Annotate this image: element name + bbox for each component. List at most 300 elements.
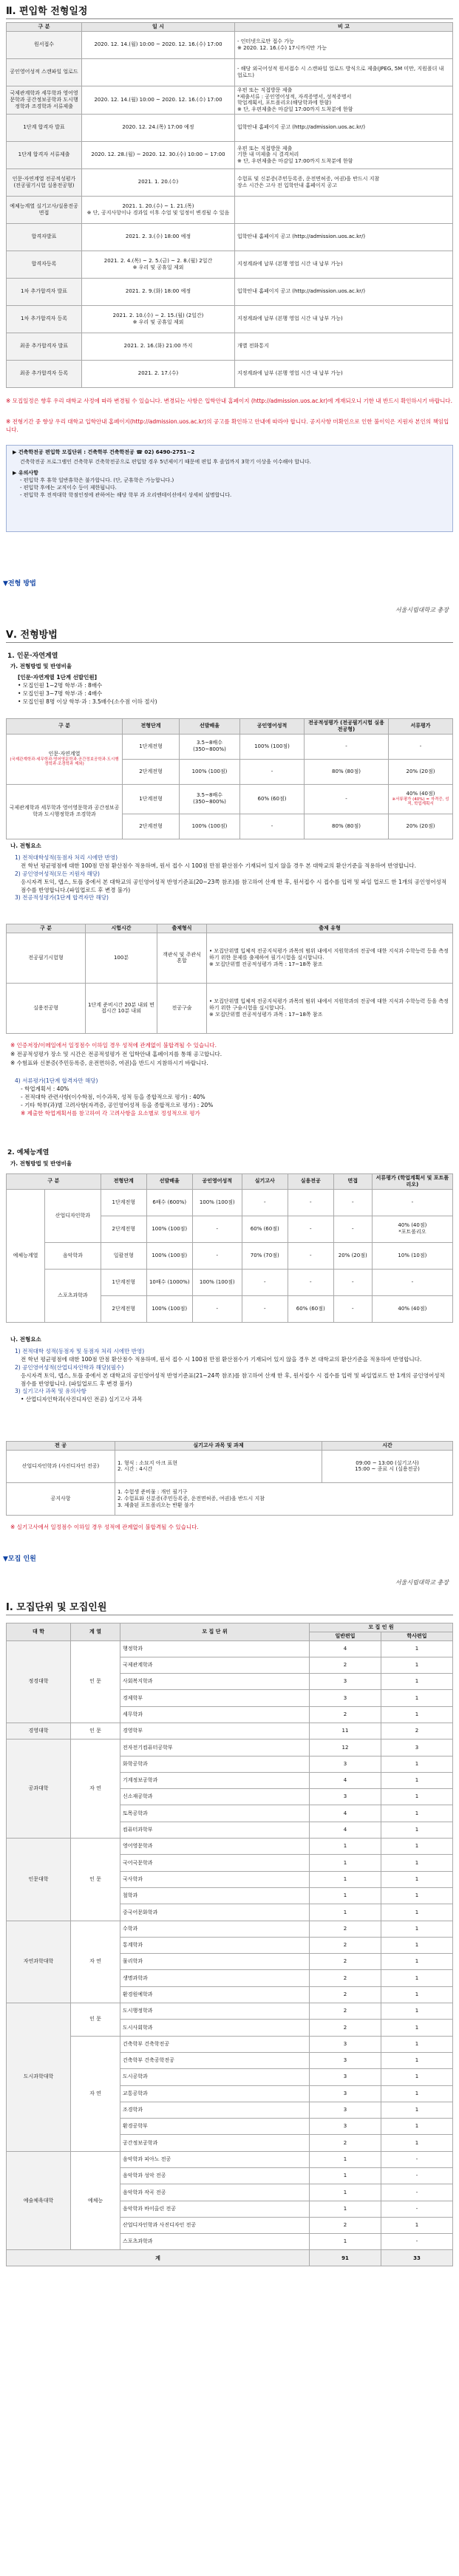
schedule-cell: 입학안내 홈페이지 공고 (http://admission.uos.ac.kr/) [235,223,453,251]
t2-note-1: ※ 인증저장/이메일에서 일정점수 이하일 경우 성적에 관계없이 불합격될 수 있습니다. [10,1042,217,1049]
t3-cell: 100% (100점) [192,1269,242,1295]
t3-cell: 20% (20점) [333,1242,372,1269]
schedule-cell: 우편 또는 직접방문 제출 *제출서류 : 공인영어성적, 자격증명서, 성적증명서 학업계획서, 포트폴리오(해당학과에 한함) ※ 단, 우편제출은 마감일 17:00까지 도착분에 한함 [235,86,453,114]
schedule-header-category: 구 분 [7,23,82,32]
arts-elements-text: 1) 전적대학 성적(동점자 및 동점자 처리 시에만 반영) 전 학년 평균평점에 대한 100점 만점 환산점수 적용하며, 원서 접수 시 100점 만점 환산점수가 기재되어 있지 않을 경우 본 대학교의 환산기준을 적용하여 반영합니다. 2) 공인영어성적(산업디자인학과 해당)(필수) 응시자격 토익, 텝스, 토플 중에서 본 대학교의 공인영어성적 반영기준표(21~24쪽 참조)를 참고하여 산재 한 후, 원서접수 시 접수를 입력 및 파일업로드 한 1개의 공인영어성적 점수를 반영합니다. (파일업로드 후 변경 불가) 3) 실기고사 과목 및 유의사항 • 산업디자인학과(사진디자인 전공) 실기고사 과목 [15,1348,445,1403]
schedule-cell: 2020. 12. 24.(목) 17:00 예정 [82,114,235,141]
quota-cell: 1 [381,1706,453,1723]
quota-cell: 사회복지학과 [120,1674,310,1690]
schedule-note-1: ※ 모집일정은 향후 우리 대학교 사정에 따라 변경될 수 있습니다. 변경되는 사항은 입학안내 홈페이지 (http://admission.uos.ac.kr)에 게재되오니 기한 내 반드시 확인하시기 바랍니다. [6,398,453,404]
schedule-row [7,168,453,196]
t3-cell: 1단계전형 [101,1189,146,1216]
quota-cell: 1 [381,1789,453,1805]
quota-cell: 토목공학과 [120,1805,310,1822]
quota-cell: 2 [310,1921,381,1937]
quota-cell: 국어국문학과 [120,1855,310,1871]
t2-cell: • 모집단위별 입체적 전공지식평가 과목의 범위 내에서 지원학과의 전공에 대한 지식과 수학능력 등을 측정하기 위한 문제를 출제하여 필기시험을 실시합니다. ※ 모집단위별 전공적성평가 과목 : 17~18쪽 참조 [207,933,453,983]
quota-cell: 건축학부 건축공학전공 [120,2052,310,2068]
schedule-cell: 2020. 12. 28.(월) ~ 2020. 12. 30.(수) 10:00 ~ 17:00 [82,141,235,168]
notice-line-arch: ▶ 건축학전공 편입학 모집단위 : 건축학부 건축학전공 ☎ 02) 6490-2751~2 [13,449,195,455]
schedule-cell: 2020. 12. 14.(월) 10:00 ~ 2020. 12. 16.(수) 17:00 [82,31,235,58]
quota-cell: 3 [310,1756,381,1772]
quota-cell: 1 [381,2119,453,2135]
t1-cell: - [240,814,305,839]
t3-cell: 60% (60점) [242,1216,288,1242]
t3-cell: - [288,1216,333,1242]
quota-header-quota: 모 집 인 원 [310,1623,453,1632]
quota-header-college: 대 학 [7,1623,71,1641]
schedule-cell: 국제관계학과 세무학과 영어영문학과 공간정보공학과 도시행정학과 조경학과 서류제출 [7,86,82,114]
quota-college: 자연과학대학 [7,1921,71,2003]
quota-cell: 기계정보공학과 [120,1772,310,1788]
t3-cell: - [192,1295,242,1322]
schedule-row [7,86,453,114]
bullet-title: [인문·자연계열 1단계 선발인원] [18,674,98,681]
quota-cell: 통계학과 [120,1937,310,1953]
quota-cell: 1 [381,1772,453,1788]
quota-cell: 4 [310,1640,381,1657]
quota-college: 경영대학 [7,1723,71,1739]
quota-cell: 4 [310,1805,381,1822]
schedule-cell: 우편 또는 직접방문 제출 기한 내 미제출 시 결격처리 ※ 단, 우편제출은 마감일 17:00까지 도착분에 한함 [235,141,453,168]
t3-cell: - [192,1242,242,1269]
quota-row [7,2036,453,2052]
quota-cell: 1 [381,1986,453,2003]
t2-header: 시험시간 [86,924,157,933]
quota-cell: 음악학과 피아노 전공 [120,2151,310,2167]
quota-cell: 1 [310,1887,381,1904]
quota-cell: 3 [310,2085,381,2102]
t1-cell: - [389,734,453,759]
schedule-row [7,278,453,305]
quota-cell: 3 [310,2069,381,2085]
t2-cell: • 모집단위별 입체적 전공지식평가 과목의 범위 내에서 지원학과의 전공에 대한 지식과 수학능력 등을 측정하기 위한 구술시험을 실시합니다. ※ 모집단위별 전공적성평가 과목 : 17~18쪽 참조 [207,983,453,1033]
quota-cell: 환경원예학과 [120,1986,310,2003]
quota-header-unit: 모 집 단 위 [120,1623,310,1641]
schedule-cell: 2021. 2. 4.(목) ~ 2. 5.(금) ~ 2. 8.(월) 2일간 ※ 우리 및 공휴일 제외 [82,251,235,278]
nav-link-quota[interactable]: ▼모집 인원 [3,1556,36,1563]
t1-cell: 80% (80점) [305,814,389,839]
schedule-cell: 1단계 합격자 서류제출 [7,141,82,168]
elements-text-1: 1) 전적대학성적(동점자 처리 시에만 반영) 전 학년 평균평점에 대한 100점 만점 환산점수 적용하며, 원서 접수 시 100점 만점 환산점수 기재되어 있지 않을 경우 본 대학교의 환산기준을 적용하여 반영합니다. 2) 공인영어성적(모든 지원자 해당) 응시자격 토익, 텝스, 토플 중에서 본 대학교의 공인영어성적 반영기준표(20~23쪽 참조)를 참고하여 산재 한 후, 원서접수 시 접수를 입력 및 파일 업로드 한 1개의 공인영어성적 점수를 반영합니다.(파일업로드 후 변경 불가) 3) 전공적성평가(1단계 합격자만 해당) [15,854,447,902]
schedule-cell: 합격자발표 [7,223,82,251]
quota-cell: 1 [381,2217,453,2233]
schedule-note-2: ※ 전형기간 중 향상 우리 대학교 입학안내 홈페이지(http://admission.uos.ac.kr)의 공고를 확인하고 안내에 따라야 합니다. 공지사항 미확인으로 인한 불이익은 지원자 본인의 책임입니다. [6,418,449,433]
t1-header-documents: 서류평가 [389,719,453,735]
quota-cell: 국제관계학과 [120,1657,310,1673]
t4-header: 실기고사 과목 및 과제 [115,1442,322,1451]
bullet-3: • 모집인원 8명 이상 학부·과 : 3.5배수(소수점 이하 절사) [18,698,157,705]
t1-header-rate: 선발배율 [180,719,240,735]
t3-cell: 2단계전형 [101,1295,146,1322]
notice-box [6,445,453,532]
t1-cell: 100% (100점) [240,734,305,759]
t3-row [7,1189,453,1216]
quota-cell: - [381,2184,453,2201]
quota-cell: 음악학과 바이올린 전공 [120,2201,310,2217]
t1-cell: 3.5~8배수 (350~800%) [180,784,240,814]
schedule-cell: 2021. 2. 16.(화) 21:00 까지 [82,333,235,360]
notice-line-3: - 편입학 후 전적대학 학점인정에 관하여는 해당 학부 과 오리엔테이션에서 상세히 설명합니다. [20,492,232,498]
quota-track: 예체능 [71,2151,120,2250]
nav-link-selection-method[interactable]: ▼전형 방법 [3,580,36,587]
quota-cell: 1 [381,1871,453,1887]
t3-cell: 40% (40점) [372,1295,452,1322]
quota-cell: 1 [381,1674,453,1690]
quota-cell: 2 [310,2020,381,2036]
quota-track: 자 연 [71,2036,120,2151]
quota-cell: 음악학과 작곡 전공 [120,2184,310,2201]
quota-college: 예술체육대학 [7,2151,71,2250]
quota-cell: 1 [381,2069,453,2085]
quota-cell: 철학과 [120,1887,310,1904]
t2-cell: 객관식 및 주관식 혼합 [157,933,207,983]
quota-cell: 2 [310,1706,381,1723]
t1-header-english: 공인영어성적 [240,719,305,735]
quota-cell: 3 [381,1740,453,1756]
notice-line-caution: ▶ 유의사항 [13,470,38,476]
quota-cell: 4 [310,1772,381,1788]
quota-cell: 수학과 [120,1921,310,1937]
t3-group: 예체능계열 [7,1189,45,1322]
practical-exam-table [6,1441,453,1516]
t3-cell: - [288,1242,333,1269]
quota-cell: 1 [381,2003,453,2020]
schedule-cell: 지정계좌에 납부 (본행 영업 시간 내 납부 가능) [235,360,453,387]
schedule-cell: 2021. 1. 20.(수) [82,168,235,196]
schedule-cell: 합격자등록 [7,251,82,278]
t3-cell: - [372,1269,452,1295]
selection-bullets [18,674,458,706]
t3-cell: - [288,1269,333,1295]
schedule-cell: 최종 추가합격자 발표 [7,333,82,360]
quota-table [6,1623,453,2266]
sub-heading-arts-ratio: 가. 전형방법 및 반영비율 [10,1160,72,1167]
schedule-header-date: 일 시 [82,23,235,32]
t4-cell: 1. 형식 : 소묘지 아크 표현 2. 시간 : 4시간 [115,1450,322,1482]
t3-header: 면접 [333,1174,372,1190]
section-method-title: Ⅴ. 전형방법 [6,627,453,643]
quota-cell: 건축학부 건축학전공 [120,2036,310,2052]
schedule-cell: 입학안내 홈페이지 공고 (http://admission.uos.ac.kr/) [235,114,453,141]
quota-cell: 2 [310,2003,381,2020]
quota-track: 인 문 [71,1723,120,1739]
quota-cell: 1 [381,2102,453,2118]
t1-cell: 20% (20점) [389,814,453,839]
quota-row [7,1740,453,1756]
schedule-cell: 예체능계열 실기고사/실용전공면접 [7,196,82,223]
quota-cell: 스포츠과학과 [120,2234,310,2250]
t3-cell: - [288,1189,333,1216]
quota-cell: 1 [310,2201,381,2217]
t3-cell: - [242,1189,288,1216]
t1-cell: 3.5~8배수 (350~800%) [180,734,240,759]
quota-cell: 1 [310,1871,381,1887]
quota-total-row [7,2250,453,2266]
quota-track: 인 문 [71,2003,120,2037]
quota-total-label: 계 [7,2250,310,2266]
schedule-row [7,196,453,223]
t3-subunit: 스포츠과학과 [45,1269,101,1322]
quota-cell: 1 [381,1904,453,1921]
quota-track: 자 연 [71,1921,120,2003]
documents-evaluation: 4) 서류평가(1단계 합격자만 해당) - 학업계획서 : 40% - 전적대학 관련사항(이수학점, 이수과목, 성적 등을 종합적으로 평가) : 40% - 기타 학부(과)별 고려사항(자격증, 공인영어성적 등을 종합적으로 평가) : 20% ※ 제출한 학업계획서를 참고하여 각 고려사항을 요소별로 정성적으로 평가 [15,1077,214,1117]
schedule-header-note: 비 고 [235,23,453,32]
schedule-table [6,22,453,388]
schedule-cell: 지정계좌에 납부 (본행 영업 시간 내 납부 가능) [235,251,453,278]
schedule-cell [235,196,453,223]
t3-cell: 일괄전형 [101,1242,146,1269]
t1-group-2: 국제관계학과 세무학과 영어영문학과 공간정보공학과 도시행정학과 조경학과 [7,784,123,839]
quota-cell: 공간정보공학과 [120,2135,310,2151]
quota-cell: 1 [310,2184,381,2201]
schedule-cell: 수험표 및 신분증(주민등록증, 운전면허증, 여권)을 반드시 지참 장소 시간은 고사 전 입학안내 홈페이지 공고 [235,168,453,196]
quota-row [7,1839,453,1855]
quota-college: 도시과학대학 [7,2003,71,2152]
quota-cell: 1 [381,1640,453,1657]
schedule-cell: 입학안내 홈페이지 공고 (http://admission.uos.ac.kr/) [235,278,453,305]
t4-header: 전 공 [7,1442,115,1451]
t2-cell: 실용전공형 [7,983,86,1033]
quota-cell: 도시사회학과 [120,2020,310,2036]
quota-track: 인 문 [71,1839,120,1921]
t3-cell: - [242,1269,288,1295]
quota-cell: 1 [381,1921,453,1937]
quota-cell: 1 [381,2085,453,2102]
schedule-cell: 1단계 합격자 발표 [7,114,82,141]
quota-cell: 1 [310,1904,381,1921]
schedule-row [7,333,453,360]
quota-track: 인 문 [71,1640,120,1723]
t3-header: 실용전공 [288,1174,333,1190]
schedule-cell: 2020. 12. 14.(월) 10:00 ~ 2020. 12. 16.(수) 17:00 [82,86,235,114]
t3-header: 실기고사 [242,1174,288,1190]
sub-heading-method-ratio: 가. 전형방법 및 반영비율 [10,663,72,669]
bullet-2: • 모집인원 3~7명 학부·과 : 4배수 [18,689,103,697]
t2-cell: 전공구술 [157,983,207,1033]
quota-cell: 1 [310,2151,381,2167]
t3-cell: 40% (40점) *포트폴리오 [372,1216,452,1242]
t2-cell: 1단계 준비시간 20분 내외 면접시간 10분 내외 [86,983,157,1033]
schedule-row [7,141,453,168]
schedule-cell: 최종 추가합격자 등록 [7,360,82,387]
quota-cell: 1 [381,1839,453,1855]
quota-cell: 3 [310,1789,381,1805]
t3-header: 전형단계 [101,1174,146,1190]
t4-cell: 산업디자인학과 (사진디자인 전공) [7,1450,115,1482]
t3-cell: - [333,1216,372,1242]
quota-cell: 1 [381,1937,453,1953]
ratio-table-humanities [6,718,453,839]
t1-header-stage: 전형단계 [123,719,180,735]
signature: 서울시립대학교 총장 [395,607,449,613]
t1-group-1: 인문·자연계열 (국제관계학과·세무학과·영어영문학과·공간정보공학과·도시행정학과·조경학과 제외) [7,734,123,784]
quota-cell: 1 [310,2234,381,2250]
quota-cell: 도시행정학과 [120,2003,310,2020]
quota-cell: 2 [310,1954,381,1970]
t2-cell: 전공필기시험형 [7,933,86,983]
quota-row [7,1640,453,1657]
major-test-table [6,924,453,1034]
schedule-cell: 개별 전화통지 [235,333,453,360]
quota-cell: 4 [310,1822,381,1838]
quota-cell: 2 [310,2135,381,2151]
quota-cell: 1 [381,2135,453,2151]
t3-cell: 100% (100점) [146,1242,192,1269]
schedule-cell: - 해당 외국어성적 원서접수 시 스캔파일 업로드 방식으로 제출(JPEG, 5M 미만, 지원폴더 내 업로드) [235,58,453,86]
t2-note-3: ※ 수험표와 신분증(주민등록증, 운전면허증, 여권)을 반드시 지참하시기 바랍니다. [10,1060,208,1066]
quota-cell: 1 [381,2052,453,2068]
t1-cell: - [305,734,389,759]
quota-cell: 1 [310,1855,381,1871]
quota-cell: 컴퓨터과학부 [120,1822,310,1838]
quota-cell: 환경공학부 [120,2119,310,2135]
t3-subunit: 음악학과 [45,1242,101,1269]
quota-cell: 1 [310,1839,381,1855]
quota-row [7,2003,453,2020]
t3-header: 서류평가 (학업계획서 및 포트폴리오) [372,1174,452,1190]
t2-header: 출제 유형 [207,924,453,933]
t3-cell: 100% (100점) [192,1189,242,1216]
quota-row [7,2151,453,2167]
quota-cell: 2 [310,2217,381,2233]
quota-cell: 도시공학과 [120,2069,310,2085]
quota-cell: - [381,2151,453,2167]
t1-cell: 40% (40점) ※서류평가 (40%) = 자격증, 성적, 학업계획서 [389,784,453,814]
schedule-row [7,251,453,278]
quota-cell: 11 [310,1723,381,1739]
quota-cell: 3 [310,2119,381,2135]
quota-cell: 교통공학과 [120,2085,310,2102]
t4-note: ※ 실기고사에서 일정점수 이하일 경우 성적에 관계없이 불합격될 수 있습니다. [10,1524,199,1530]
quota-college: 정경대학 [7,1640,71,1723]
t3-cell: 10배수 (1000%) [146,1269,192,1295]
t4-cell: 09:00 ~ 13:00 (실기고사) 15:00 ~ 종료 시 (실용전공) [322,1450,453,1482]
schedule-cell: - 인터넷으로만 접수 가능 ※ 2020. 12. 16.(수) 17시까지만 가능 [235,31,453,58]
quota-cell: 2 [310,1937,381,1953]
schedule-cell: 원서접수 [7,31,82,58]
quota-cell: 3 [310,2052,381,2068]
quota-row [7,1723,453,1739]
ratio-table-arts [6,1173,453,1323]
quota-cell: - [381,2234,453,2250]
t2-header: 출제형식 [157,924,207,933]
quota-header-bachelor: 학사편입 [381,1632,453,1640]
quota-cell: 1 [381,1887,453,1904]
t3-row [7,1242,453,1269]
quota-cell: 1 [381,1690,453,1706]
quota-cell: 1 [381,1954,453,1970]
sub-heading-arts-elements: 나. 전형요소 [10,1336,41,1343]
quota-cell: 1 [381,1657,453,1673]
t3-cell: 60% (60점) [288,1295,333,1322]
t3-cell: 100% (100점) [146,1216,192,1242]
quota-cell: 1 [310,2168,381,2184]
quota-cell: 화학공학과 [120,1756,310,1772]
t3-header: 공인영어성적 [192,1174,242,1190]
quota-cell: 2 [310,1657,381,1673]
schedule-cell: 2021. 2. 10.(수) ~ 2. 15.(월) (2일간) ※ 우리 및 공휴일 제외 [82,305,235,333]
schedule-cell: 2021. 2. 17.(수) [82,360,235,387]
t1-cell: 60% (60점) [240,784,305,814]
quota-cell: 산업디자인학과 사진디자인 전공 [120,2217,310,2233]
t1-cell: 1단계전형 [123,784,180,814]
t1-cell: - [305,784,389,814]
t1-cell: 100% (100점) [180,759,240,784]
quota-cell: - [381,2168,453,2184]
quota-cell: 세무학과 [120,1706,310,1723]
sub-heading-humanities: 1. 인문·자연계열 [7,652,58,660]
t1-cell: 2단계전형 [123,759,180,784]
bullet-1: • 모집인원 1~2명 학부·과 : 8배수 [18,681,103,689]
schedule-cell: 1차 추가합격자 등록 [7,305,82,333]
t1-header-major-test: 전공적성평가 (전공필기시험 실용전공형) [305,719,389,735]
quota-cell: 1 [381,1855,453,1871]
quota-cell: 전자전기컴퓨터공학부 [120,1740,310,1756]
quota-cell: 1 [381,2020,453,2036]
t1-header-category: 구 분 [7,719,123,735]
quota-cell: 조경학과 [120,2102,310,2118]
notice-line-2: - 편입학 후에는 교직이수 등이 제한됩니다. [20,485,117,491]
schedule-cell: 공인영어성적 스캔파일 업로드 [7,58,82,86]
sub-heading-arts: 2. 예체능계열 [7,1149,50,1156]
schedule-cell: 2021. 2. 3.(수) 18:00 예정 [82,223,235,251]
t3-cell: 70% (70점) [242,1242,288,1269]
quota-cell: 영어영문학과 [120,1839,310,1855]
section-quota-title: Ⅰ. 모집단위 및 모집인원 [6,1599,453,1615]
t1-cell: 1단계전형 [123,734,180,759]
t1-cell: 80% (80점) [305,759,389,784]
t2-cell: 100분 [86,933,157,983]
t2-note-2: ※ 전공적성평가 장소 및 시간은 전공적성평가 전 입학안내 홈페이지를 통해 공고합니다. [10,1051,222,1057]
quota-total-general: 91 [310,2250,381,2266]
t3-row [7,1269,453,1295]
signature-2: 서울시립대학교 총장 [395,1579,449,1586]
quota-cell: 1 [381,1970,453,1986]
quota-cell: - [381,2201,453,2217]
quota-header-track: 계 열 [71,1623,120,1641]
sub-heading-elements: 나. 전형요소 [10,842,41,849]
quota-cell: 3 [310,1674,381,1690]
schedule-row [7,58,453,86]
t1-cell: 100% (100점) [180,814,240,839]
schedule-row [7,31,453,58]
quota-cell: 2 [310,1986,381,2003]
t3-cell: 100% (100점) [146,1295,192,1322]
quota-college: 공과대학 [7,1740,71,1839]
quota-cell: 1 [381,1805,453,1822]
quota-row [7,1921,453,1937]
t3-header: 선발배율 [146,1174,192,1190]
quota-cell: 생명과학과 [120,1970,310,1986]
schedule-row [7,114,453,141]
quota-cell: 3 [310,2102,381,2118]
quota-cell: 1 [381,2036,453,2052]
t2-header: 구 분 [7,924,86,933]
t3-cell: 1단계전형 [101,1269,146,1295]
schedule-cell: 지정계좌에 납부 (본행 영업 시간 내 납부 가능) [235,305,453,333]
t1-cell: 20% (20점) [389,759,453,784]
t3-cell: - [333,1189,372,1216]
t3-cell: 6배수 (600%) [146,1189,192,1216]
section-schedule-title: Ⅱ. 편입학 전형일정 [6,3,453,19]
schedule-row [7,360,453,387]
schedule-row [7,223,453,251]
quota-cell: 행정학과 [120,1640,310,1657]
notice-line-arch-detail: 건축학전공 프로그램인 건축학부 건축학전공으로 편입할 경우 5년제이기 때문에 편입 후 졸업까지 3학기 이상을 이수해야 합니다. [20,459,311,465]
quota-cell: 2 [381,1723,453,1739]
quota-cell: 2 [310,1970,381,1986]
